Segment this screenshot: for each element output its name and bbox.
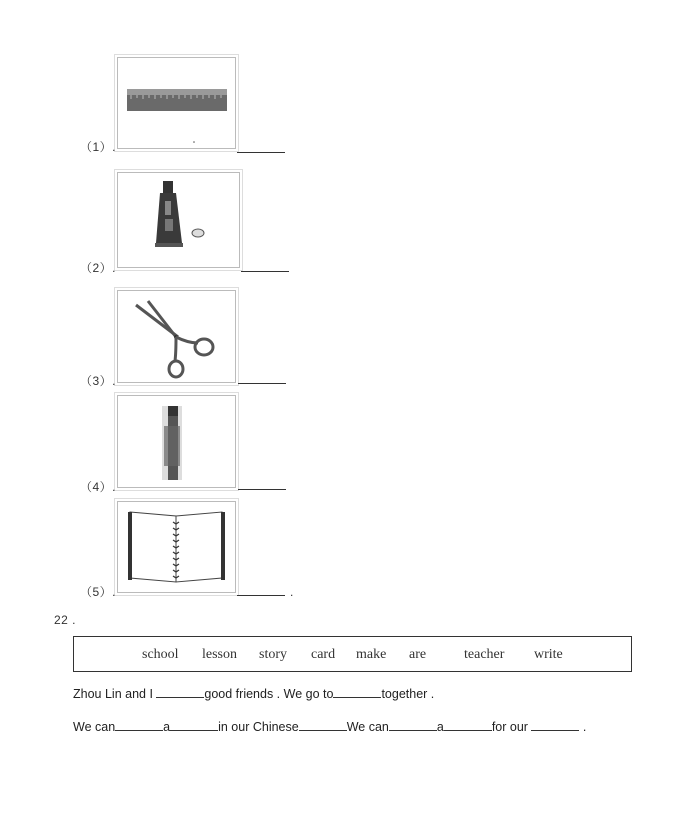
sentence-2-part-3: in our Chinese	[218, 720, 299, 734]
glue-picture	[117, 172, 240, 268]
word-make: make	[356, 647, 387, 662]
answer-blank-1[interactable]	[237, 141, 285, 153]
sentence-line-2	[73, 719, 586, 734]
sentence-2-part-7: .	[579, 720, 587, 734]
word-lesson: lesson	[202, 647, 237, 662]
sentence-2-part-5: a	[436, 720, 444, 734]
word-card: card	[311, 647, 336, 662]
sentence-1-part-2: good friends . We go to	[204, 687, 334, 701]
answer-blank-4[interactable]	[238, 478, 286, 490]
sentence-2-part-4: We can	[346, 720, 389, 734]
word-are: are	[409, 647, 427, 662]
notebook-icon	[118, 502, 235, 592]
item-label-4: （4）.	[80, 480, 117, 494]
word-teacher: teacher	[464, 647, 505, 662]
sentence-2-part-6: for our	[491, 720, 532, 734]
word-bank	[73, 636, 632, 672]
scissors-icon	[118, 291, 235, 382]
blank-2e[interactable]	[444, 719, 492, 731]
blank-1a[interactable]	[156, 686, 204, 698]
blank-2b[interactable]	[170, 719, 218, 731]
blank-2d[interactable]	[389, 719, 437, 731]
word-story: story	[259, 647, 287, 662]
answer-blank-3[interactable]	[238, 372, 286, 384]
sentence-2-part-1: We can	[73, 720, 116, 734]
scissors-picture	[117, 290, 236, 383]
item-label-2: （2）.	[80, 261, 117, 275]
question-number: 22 .	[54, 613, 77, 627]
crayon-picture	[117, 395, 236, 488]
ruler-icon	[118, 58, 235, 148]
sentence-1-part-1: Zhou Lin and I	[73, 687, 157, 701]
notebook-picture	[117, 501, 236, 593]
blank-1b[interactable]	[333, 686, 381, 698]
sentence-line-1	[73, 686, 434, 701]
word-write: write	[534, 647, 563, 662]
item-5-end-mark: .	[290, 585, 294, 599]
blank-2c[interactable]	[299, 719, 347, 731]
word-school: school	[142, 647, 179, 662]
sentence-2-part-2: a	[163, 720, 171, 734]
item-label-1: （1）.	[80, 140, 117, 154]
blank-2f[interactable]	[531, 719, 579, 731]
answer-blank-5[interactable]	[237, 584, 285, 596]
glue-icon	[118, 173, 239, 267]
sentence-1-part-3: together .	[381, 687, 435, 701]
item-label-5: （5）.	[80, 585, 117, 599]
item-label-3: （3）.	[80, 374, 117, 388]
answer-blank-2[interactable]	[241, 260, 289, 272]
crayon-icon	[118, 396, 235, 487]
blank-2a[interactable]	[115, 719, 163, 731]
ruler-picture	[117, 57, 236, 149]
